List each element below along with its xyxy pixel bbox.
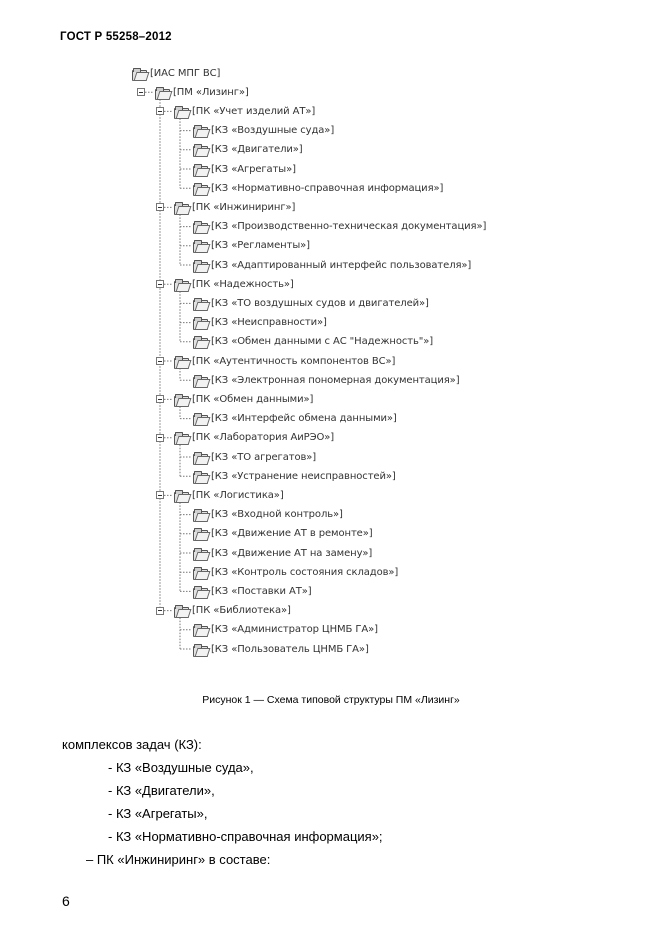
tree-node-item[interactable] xyxy=(193,449,316,465)
tree-node-item[interactable] xyxy=(193,545,372,561)
page-number: 6 xyxy=(62,893,70,909)
tree-node-label: [ПК «Библиотека»] xyxy=(192,605,291,617)
folder-icon xyxy=(193,548,208,559)
tree-node-label: [КЗ «Пользователь ЦНМБ ГА»] xyxy=(211,643,369,655)
folder-icon xyxy=(174,356,189,367)
tree-node-item[interactable] xyxy=(193,257,471,273)
figure-caption: Рисунок 1 — Схема типовой структуры ПМ «Лизинг» xyxy=(202,694,460,706)
folder-icon xyxy=(193,452,208,463)
body-intro: комплексов задач (КЗ): xyxy=(62,737,202,752)
tree-node-label: [КЗ «Администратор ЦНМБ ГА»] xyxy=(211,624,378,636)
folder-icon xyxy=(193,164,208,175)
folder-icon xyxy=(174,106,189,117)
body-list-item: - КЗ «Агрегаты», xyxy=(108,806,208,821)
folder-icon xyxy=(193,471,208,482)
tree-node-label: [КЗ «Движение АТ в ремонте»] xyxy=(211,528,373,540)
tree-node-item[interactable] xyxy=(193,161,296,177)
tree-node-label: [КЗ «Производственно-техническая документация»] xyxy=(211,221,487,233)
tree-node-group[interactable] xyxy=(174,103,315,119)
tree-node-label: [КЗ «Входной контроль»] xyxy=(211,509,343,521)
folder-icon xyxy=(174,605,189,616)
tree-node-item[interactable] xyxy=(193,142,303,158)
tree-node-group[interactable] xyxy=(174,430,334,446)
tree-node-item[interactable] xyxy=(193,564,398,580)
collapse-toggle-icon[interactable] xyxy=(156,607,164,615)
tree-node-label: [КЗ «Двигатели»] xyxy=(211,144,303,156)
folder-icon xyxy=(193,528,208,539)
collapse-toggle-icon[interactable] xyxy=(156,357,164,365)
folder-icon xyxy=(193,624,208,635)
collapse-toggle-icon[interactable] xyxy=(156,434,164,442)
body-list-item: - КЗ «Воздушные суда», xyxy=(108,760,254,775)
tree-node-label: [КЗ «Электронная пономерная документация»] xyxy=(211,374,460,386)
tree-node-label: [ПК «Аутентичность компонентов ВС»] xyxy=(192,355,396,367)
tree-node-label: [КЗ «Регламенты»] xyxy=(211,240,310,252)
tree-node-label: [КЗ «Устранение неисправностей»] xyxy=(211,470,396,482)
tree-node-item[interactable] xyxy=(193,468,396,484)
collapse-toggle-icon[interactable] xyxy=(156,107,164,115)
tree-node-item[interactable] xyxy=(193,641,369,657)
tree-node-item[interactable] xyxy=(193,238,310,254)
tree-node-label: [КЗ «Воздушные суда»] xyxy=(211,125,335,137)
collapse-toggle-icon[interactable] xyxy=(156,491,164,499)
folder-icon xyxy=(193,586,208,597)
tree-node-label: [КЗ «Агрегаты»] xyxy=(211,163,296,175)
tree-node-label: [КЗ «ТО воздушных судов и двигателей»] xyxy=(211,297,429,309)
folder-icon xyxy=(155,87,170,98)
collapse-toggle-icon[interactable] xyxy=(137,88,145,96)
folder-icon xyxy=(193,644,208,655)
tree-node-item[interactable] xyxy=(193,315,327,331)
collapse-toggle-icon[interactable] xyxy=(156,395,164,403)
tree-node-module[interactable] xyxy=(155,84,249,100)
tree-node-group[interactable] xyxy=(174,487,284,503)
tree-node-item[interactable] xyxy=(193,507,343,523)
tree-node-label: [КЗ «Интерфейс обмена данными»] xyxy=(211,413,397,425)
tree-node-group[interactable] xyxy=(174,353,395,369)
tree-node-label: [ПК «Учет изделий АТ»] xyxy=(192,105,316,117)
tree-node-group[interactable] xyxy=(174,199,295,215)
folder-icon xyxy=(193,336,208,347)
tree-node-item[interactable] xyxy=(193,219,486,235)
folder-icon xyxy=(174,202,189,213)
tree-node-label: [КЗ «Нормативно-справочная информация»] xyxy=(211,182,444,194)
tree-node-group[interactable] xyxy=(174,603,291,619)
folder-icon xyxy=(193,240,208,251)
collapse-toggle-icon[interactable] xyxy=(156,203,164,211)
tree-node-label: [ПК «Обмен данными»] xyxy=(192,393,314,405)
tree-node-label: [КЗ «Неисправности»] xyxy=(211,317,327,329)
tree-node-label: [КЗ «Поставки АТ»] xyxy=(211,585,312,597)
tree-node-label: [ИАС МПГ ВС] xyxy=(150,67,221,79)
collapse-toggle-icon[interactable] xyxy=(156,280,164,288)
tree-node-item[interactable] xyxy=(193,622,378,638)
tree-node-label: [ПК «Надежность»] xyxy=(192,278,294,290)
tree-node-label: [ПК «Инжиниринг»] xyxy=(192,201,296,213)
folder-icon xyxy=(193,509,208,520)
tree-node-item[interactable] xyxy=(193,583,312,599)
folder-icon xyxy=(193,298,208,309)
folder-icon xyxy=(193,375,208,386)
tree-node-item[interactable] xyxy=(193,526,373,542)
tree-node-item[interactable] xyxy=(193,295,429,311)
body-next-line: – ПК «Инжиниринг» в составе: xyxy=(86,852,271,867)
tree-node-group[interactable] xyxy=(174,391,313,407)
tree-node-label: [ПК «Лаборатория АиРЭО»] xyxy=(192,432,335,444)
folder-icon xyxy=(193,183,208,194)
tree-node-label: [КЗ «Контроль состояния складов»] xyxy=(211,566,399,578)
document-code: ГОСТ Р 55258–2012 xyxy=(60,31,172,43)
tree-node-label: [ПМ «Лизинг»] xyxy=(173,86,249,98)
body-list-item: - КЗ «Нормативно-справочная информация»; xyxy=(108,829,383,844)
folder-icon xyxy=(174,279,189,290)
tree-node-item[interactable] xyxy=(193,372,460,388)
tree-node-label: [КЗ «Движение АТ на замену»] xyxy=(211,547,373,559)
tree-node-root[interactable] xyxy=(132,65,220,81)
tree-node-item[interactable] xyxy=(193,334,433,350)
folder-icon xyxy=(193,221,208,232)
tree-node-label: [КЗ «Обмен данными с АС "Надежность"»] xyxy=(211,336,434,348)
folder-icon xyxy=(193,144,208,155)
tree-node-label: [КЗ «ТО агрегатов»] xyxy=(211,451,317,463)
body-list-item: - КЗ «Двигатели», xyxy=(108,783,215,798)
folder-icon xyxy=(193,317,208,328)
tree-node-item[interactable] xyxy=(193,123,334,139)
folder-icon xyxy=(193,260,208,271)
folder-icon xyxy=(174,432,189,443)
folder-icon xyxy=(193,413,208,424)
tree-node-label: [КЗ «Адаптированный интерфейс пользователя»] xyxy=(211,259,472,271)
folder-icon xyxy=(174,394,189,405)
tree-node-item[interactable] xyxy=(193,411,397,427)
folder-icon xyxy=(132,68,147,79)
folder-icon xyxy=(193,125,208,136)
folder-icon xyxy=(174,490,189,501)
tree-node-item[interactable] xyxy=(193,180,443,196)
tree-node-label: [ПК «Логистика»] xyxy=(192,489,284,501)
folder-icon xyxy=(193,567,208,578)
tree-node-group[interactable] xyxy=(174,276,294,292)
